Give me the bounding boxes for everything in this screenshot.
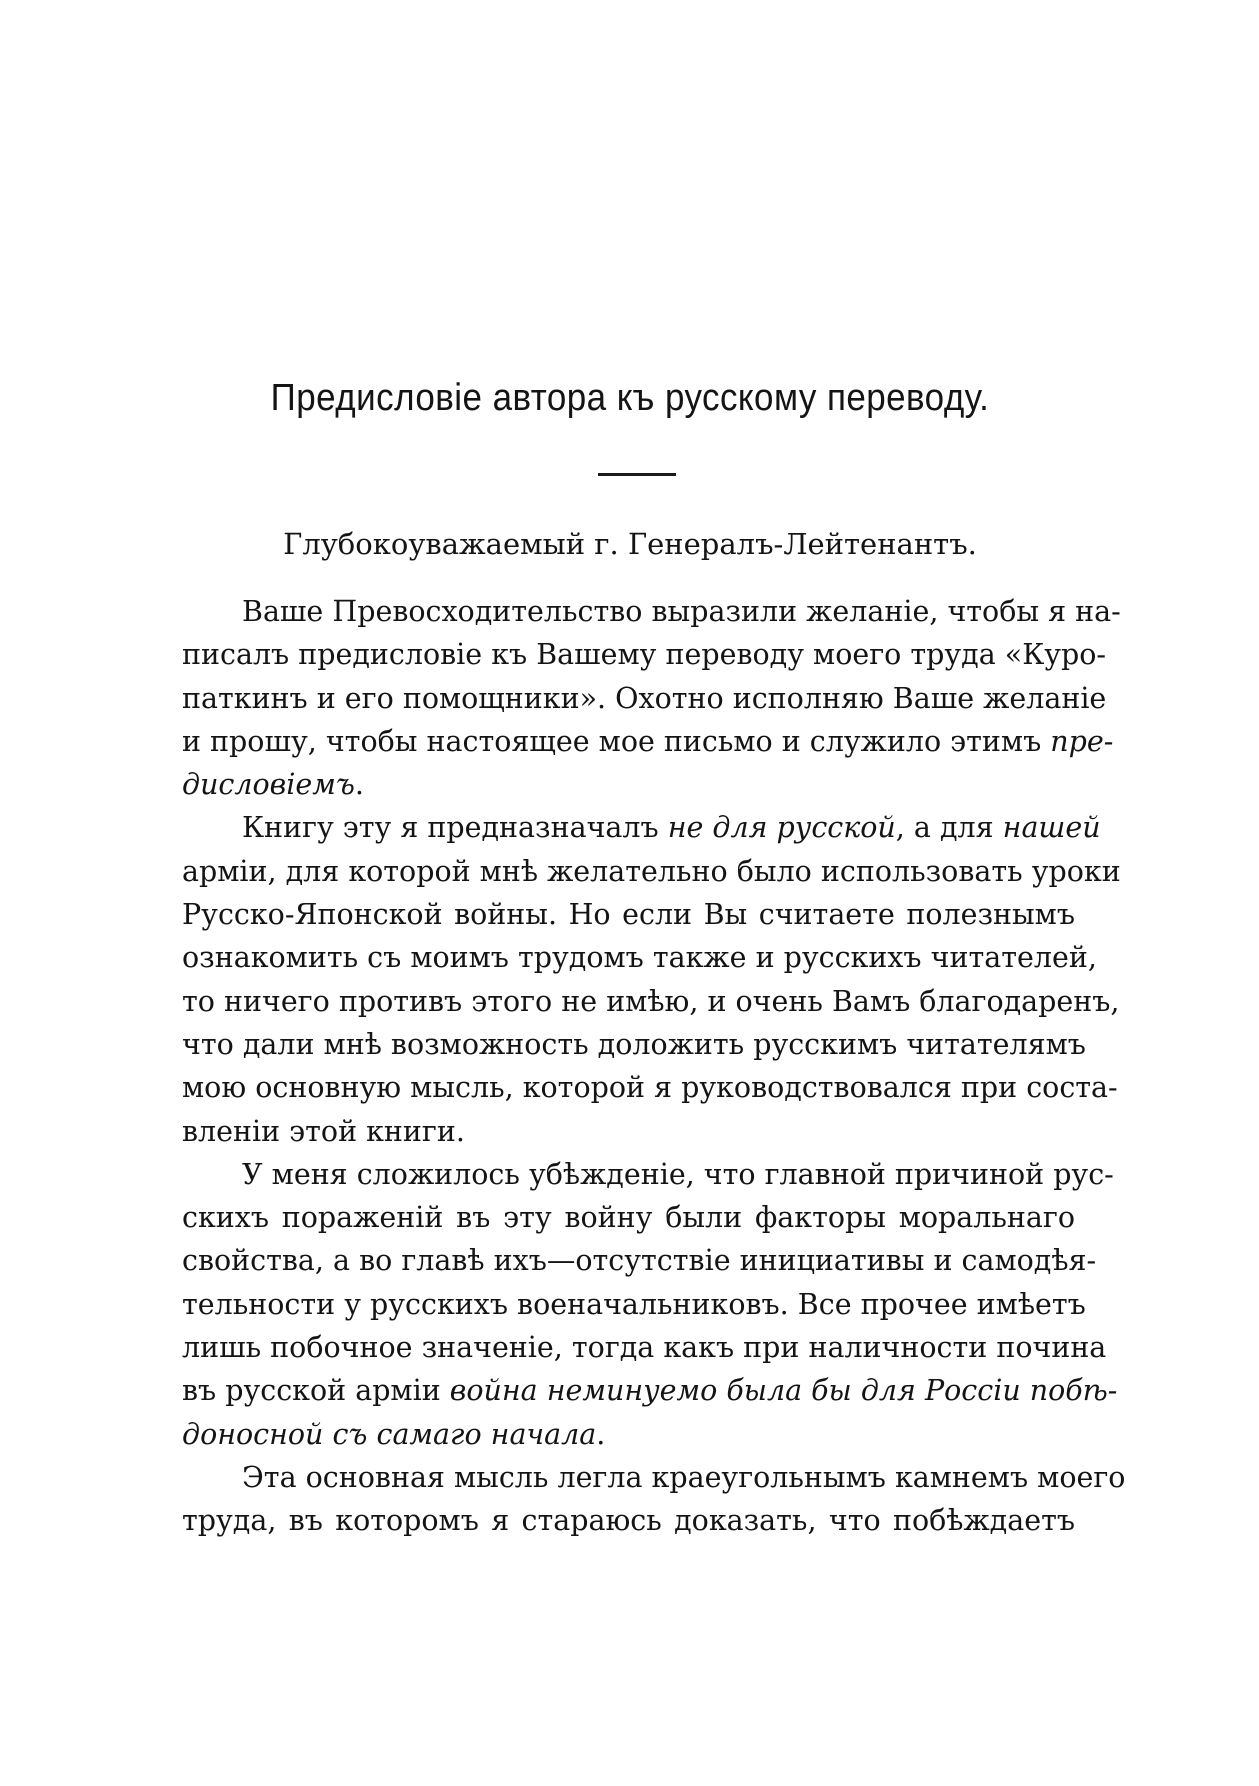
text-run: Эта основная мысль легла краеугольнымъ камнемъ моего	[242, 1460, 1126, 1494]
text-run: ознакомить съ моимъ трудомъ также и русскихъ читателей,	[182, 941, 1097, 975]
text-run: мою основную мысль, которой я руководствовался при соста-	[182, 1071, 1118, 1105]
italic-text: не для русской	[667, 811, 896, 845]
paragraph	[182, 590, 1121, 806]
text-run: свойства, а во главѣ ихъ—отсутствіе инициативы и самодѣя-	[182, 1244, 1097, 1278]
title-divider	[598, 473, 676, 476]
text-run: тельности у русскихъ военачальниковъ. Все прочее имѣетъ	[182, 1287, 1086, 1321]
text-run: арміи, для которой мнѣ желательно было использовать уроки	[182, 854, 1121, 888]
text-line	[182, 893, 1075, 936]
text-line	[182, 980, 1120, 1023]
text-run: Ваше Превосходительство выразили желаніе, чтобы я на-	[242, 595, 1121, 628]
text-run: .	[354, 768, 364, 802]
text-line	[182, 850, 1121, 893]
text-run: .	[596, 1417, 606, 1451]
text-run: и прошу, чтобы настоящее мое письмо и служило этимъ	[182, 724, 1051, 758]
text-line	[182, 1283, 1086, 1326]
paragraph	[182, 1153, 1118, 1456]
paragraph	[182, 1456, 1126, 1543]
text-line	[182, 1110, 1075, 1153]
text-run: Русско-Японской войны. Но если Вы считаете полезнымъ	[182, 898, 1075, 932]
text-run: то ничего противъ этого не имѣю, и очень Вамъ благодаренъ,	[182, 984, 1120, 1018]
text-run: что дали мнѣ возможность доложить русскимъ читателямъ	[182, 1027, 1086, 1061]
text-line	[182, 677, 1107, 720]
text-run: У меня сложилось убѣжденіе, что главной причиной рус-	[242, 1157, 1114, 1191]
paragraph	[182, 806, 1121, 1152]
text-line	[182, 1196, 1075, 1239]
text-line	[182, 936, 1097, 979]
italic-text: доносной съ самаго начала	[182, 1417, 597, 1451]
italic-text: нашей	[1002, 811, 1101, 845]
italic-text: дисловіемъ	[182, 768, 355, 802]
text-line	[182, 1023, 1086, 1066]
text-line	[182, 1499, 1075, 1542]
italic-text: война неминуемо была бы для Россіи побѣ-	[449, 1374, 1118, 1408]
text-line	[182, 1456, 1126, 1499]
text-line	[182, 720, 1114, 763]
italic-text: пре-	[1050, 724, 1114, 758]
page-title: Предисловіе автора къ русскому переводу.	[270, 377, 990, 419]
text-line	[182, 1369, 1118, 1412]
text-run: вленіи этой книги.	[182, 1114, 465, 1148]
text-run: скихъ пораженій въ эту войну были факторы моральнаго	[182, 1201, 1075, 1235]
text-line	[182, 633, 1107, 676]
text-run: Книгу эту я предназначалъ	[242, 811, 668, 845]
text-line	[182, 1153, 1114, 1196]
text-run: писалъ предисловіе къ Вашему переводу моего труда «Куро-	[182, 638, 1107, 672]
text-run: въ русской арміи	[182, 1374, 450, 1408]
text-line	[182, 1326, 1107, 1369]
text-line	[182, 590, 1121, 633]
text-line	[182, 1413, 1075, 1456]
text-run: , а для	[895, 811, 1003, 845]
text-line	[182, 806, 1101, 849]
text-line	[182, 763, 1075, 806]
body-text	[182, 590, 1126, 1543]
text-line	[182, 1066, 1118, 1109]
text-run: лишь побочное значеніе, тогда какъ при наличности почина	[182, 1331, 1107, 1365]
text-line	[182, 1239, 1097, 1282]
text-run: труда, въ которомъ я стараюсь доказать, что побѣждаетъ	[182, 1504, 1075, 1538]
text-run: паткинъ и его помощники». Охотно исполняю Ваше желаніе	[182, 681, 1107, 715]
salutation: Глубокоуважаемый г. Генералъ-Лейтенантъ.	[283, 527, 977, 561]
